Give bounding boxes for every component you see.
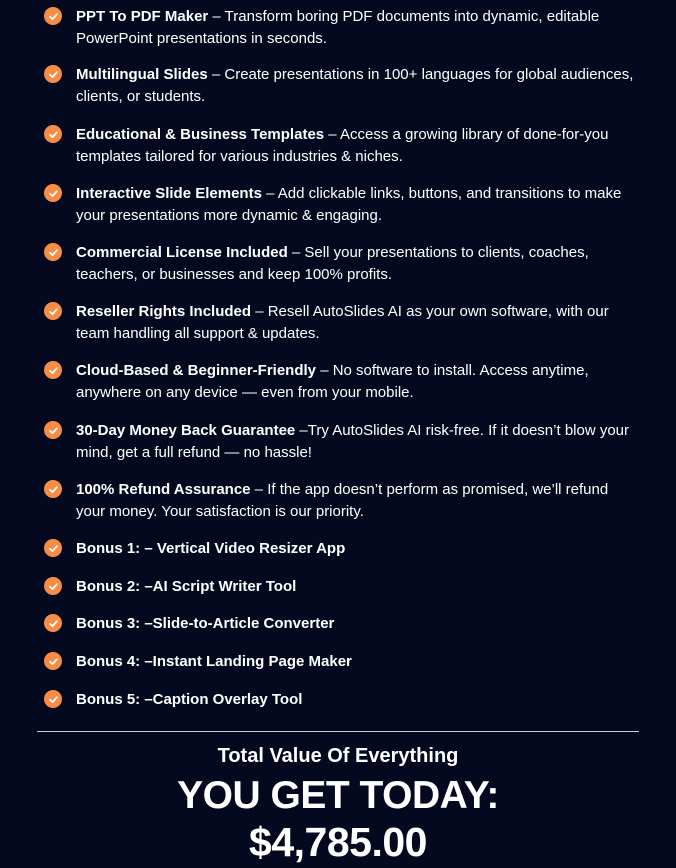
bonus-text <box>76 651 352 673</box>
feature-description: – Add clickable links, buttons, and transitions to make your presentations more dynamic & engaging. <box>76 185 622 224</box>
list-item <box>44 6 634 50</box>
check-circle-icon <box>44 7 62 25</box>
feature-title: 100% Refund Assurance <box>76 481 251 498</box>
check-circle-icon <box>44 421 62 439</box>
bonus-title: Bonus 1: – Vertical Video Resizer App <box>76 540 346 557</box>
feature-text <box>76 301 634 345</box>
feature-description: – If the app doesn’t perform as promised, we’ll refund your money. Your satisfaction is our priority. <box>76 481 609 520</box>
check-circle-icon <box>44 125 62 143</box>
feature-text <box>76 6 634 50</box>
list-item <box>44 242 634 286</box>
list-item <box>44 183 634 227</box>
feature-title: Educational & Business Templates <box>76 126 325 143</box>
bonus-title: Bonus 4: –Instant Landing Page Maker <box>76 653 352 670</box>
divider <box>37 731 639 732</box>
check-circle-icon <box>44 652 62 670</box>
check-circle-icon <box>44 539 62 557</box>
feature-description: – No software to install. Access anytime, anywhere on any device — even from your mobile. <box>76 362 589 401</box>
feature-title: Interactive Slide Elements <box>76 185 262 202</box>
check-circle-icon <box>44 480 62 498</box>
feature-description: – Access a growing library of done-for-you templates tailored for various industries & niches. <box>76 126 609 165</box>
feature-text <box>76 479 634 523</box>
feature-description: – Sell your presentations to clients, coaches, teachers, or businesses and keep 100% profits. <box>76 244 589 283</box>
bonus-title: Bonus 5: –Caption Overlay Tool <box>76 691 303 708</box>
feature-title: 30-Day Money Back Guarantee <box>76 422 296 439</box>
feature-text <box>76 360 634 404</box>
bonus-item <box>44 689 634 711</box>
feature-title: Cloud-Based & Beginner-Friendly <box>76 362 317 379</box>
bonus-item <box>44 576 634 598</box>
bonus-item <box>44 613 634 635</box>
bonus-text <box>76 613 334 635</box>
check-circle-icon <box>44 65 62 83</box>
list-item <box>44 479 634 523</box>
list-item <box>44 360 634 404</box>
total-price: $4,785.00 <box>249 819 427 865</box>
check-circle-icon <box>44 577 62 595</box>
check-circle-icon <box>44 184 62 202</box>
bonus-title: Bonus 3: –Slide-to-Article Converter <box>76 615 335 632</box>
list-item <box>44 64 634 108</box>
bonus-text <box>76 576 296 598</box>
feature-text <box>76 64 634 108</box>
feature-title: PPT To PDF Maker <box>76 8 209 25</box>
check-circle-icon <box>44 690 62 708</box>
list-item <box>44 124 634 168</box>
feature-description: – Resell AutoSlides AI as your own software, with our team handling all support & updates. <box>76 303 609 342</box>
bonus-title: Bonus 2: –AI Script Writer Tool <box>76 578 297 595</box>
feature-title: Multilingual Slides <box>76 66 208 83</box>
feature-title: Commercial License Included <box>76 244 288 261</box>
list-item <box>44 301 634 345</box>
bonus-text <box>76 689 302 711</box>
check-circle-icon <box>44 361 62 379</box>
check-circle-icon <box>44 614 62 632</box>
feature-title: Reseller Rights Included <box>76 303 252 320</box>
feature-description: – Transform boring PDF documents into dynamic, editable PowerPoint presentations in seconds. <box>76 8 600 47</box>
total-value-label: Total Value Of Everything <box>217 745 459 767</box>
you-get-today-headline: YOU GET TODAY: <box>177 774 499 817</box>
feature-text <box>76 124 634 168</box>
list-item <box>44 420 634 464</box>
feature-description: –Try AutoSlides AI risk-free. If it doesn’t blow your mind, get a full refund — no hassle! <box>76 422 630 461</box>
check-circle-icon <box>44 302 62 320</box>
feature-text <box>76 420 634 464</box>
feature-description: – Create presentations in 100+ languages for global audiences, clients, or students. <box>76 66 634 105</box>
bonus-text <box>76 538 345 560</box>
feature-text <box>76 242 634 286</box>
feature-text <box>76 183 634 227</box>
check-circle-icon <box>44 243 62 261</box>
bonus-item <box>44 651 634 673</box>
bonus-item <box>44 538 634 560</box>
